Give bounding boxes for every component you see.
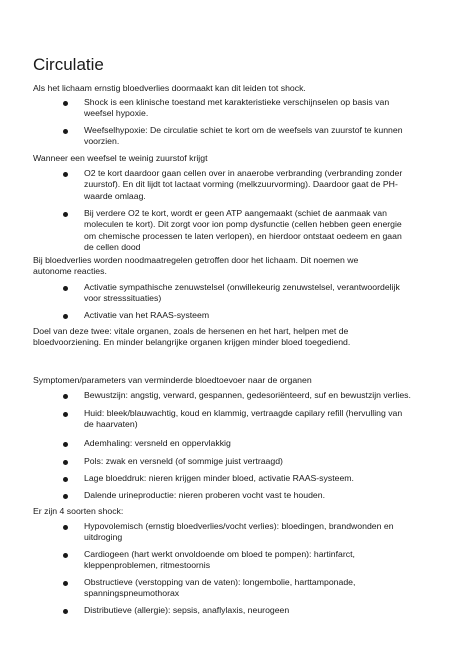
paragraph [33, 255, 443, 278]
list-item-line: Shock is een klinische toestand met karakteristieke verschijnselen op basis van [84, 97, 390, 107]
list-item-line: weefsel hypoxie. [84, 108, 149, 119]
list-item-line: Obstructieve (verstopping van de vaten): longembolie, harttamponade, [84, 577, 356, 587]
bullet-icon [63, 609, 68, 614]
list-item [84, 282, 439, 305]
bullet-icon [63, 286, 68, 291]
bullet-icon [63, 394, 68, 399]
list-item [84, 168, 439, 202]
intro-paragraph: Als het lichaam ernstig bloedverlies doormaakt kan dit leiden tot shock. [33, 83, 306, 93]
list-item-line: om chemische processen te laten verlopen), en hierdoor ontstaat oedeem en gaan [84, 230, 402, 241]
list-item [84, 490, 439, 501]
paragraph: Er zijn 4 soorten shock: [33, 506, 124, 516]
list-item [84, 97, 439, 120]
list-item-line: Ademhaling: versneld en oppervlakkig [84, 438, 231, 448]
paragraph [33, 326, 443, 349]
list-item-line: spanningspneumothorax [84, 588, 180, 599]
list-item [84, 605, 439, 616]
paragraph-line: Bij bloedverlies worden noodmaatregelen getroffen door het lichaam. Dit noemen we [33, 255, 359, 265]
list-item-line: Weefselhypoxie: De circulatie schiet te kort om de weefsels van zuurstof te kunnen [84, 125, 403, 135]
section-heading: Symptomen/parameters van verminderde bloedtoevoer naar de organen [33, 375, 312, 385]
list-item [84, 549, 439, 572]
list-item-line: Pols: zwak en versneld (of sommige juist vertraagd) [84, 456, 283, 466]
list-item-line: Cardiogeen (hart werkt onvoldoende om bloed te pompen): hartinfarct, [84, 549, 355, 559]
list-item [84, 521, 439, 544]
list-item [84, 456, 439, 467]
bullet-icon [63, 172, 68, 177]
list-item-line: Bij verdere O2 te kort, wordt er geen ATP aangemaakt (schiet de aanmaak van [84, 208, 387, 218]
bullet-icon [63, 494, 68, 499]
list-item-line: Dalende urineproductie: nieren proberen vocht vast te houden. [84, 490, 325, 500]
bullet-icon [63, 412, 68, 417]
bullet-icon [63, 553, 68, 558]
list-item [84, 125, 439, 148]
page-title: Circulatie [33, 55, 104, 74]
list-item [84, 310, 439, 321]
list-item-line: Activatie sympathische zenuwstelsel (onwillekeurig zenuwstelsel, verantwoordelijk [84, 282, 400, 292]
list-item-line: moleculen te kort). Dit zorgt voor ion pomp dysfunctie (cellen hebben geen energie [84, 219, 402, 230]
bullet-icon [63, 581, 68, 586]
list-item-line: Lage bloeddruk: nieren krijgen minder bloed, activatie RAAS-systeem. [84, 473, 354, 483]
list-item [84, 408, 439, 431]
bullet-icon [63, 460, 68, 465]
paragraph-line: Doel van deze twee: vitale organen, zoals de hersenen en het hart, helpen met de [33, 326, 349, 336]
list-item-line: waarde omlaag. [84, 190, 146, 201]
bullet-icon [63, 477, 68, 482]
list-item-line: Distributieve (allergie): sepsis, anaflylaxis, neurogeen [84, 605, 290, 615]
list-item-line: zuurstof). En dit lijdt tot lactaat vorming (melkzuurvorming). Daardoor gaat de PH- [84, 179, 398, 190]
bullet-icon [63, 525, 68, 530]
list-item-line: Activatie van het RAAS-systeem [84, 310, 210, 320]
list-item-line: de haarvaten) [84, 419, 138, 430]
list-item-line: uitdroging [84, 532, 123, 543]
paragraph-line: autonome reacties. [33, 266, 107, 277]
bullet-icon [63, 314, 68, 319]
list-item-line: Huid: bleek/blauwachtig, koud en klammig, vertraagde capilary refill (hervulling van [84, 408, 403, 418]
list-item-line: Bewustzijn: angstig, verward, gespannen, gedesoriënteerd, suf en bewustzijn verlies. [84, 390, 411, 400]
list-item [84, 473, 439, 484]
list-item [84, 438, 439, 449]
bullet-icon [63, 129, 68, 134]
list-item-line: voor stresssituaties) [84, 293, 162, 304]
list-item [84, 390, 439, 401]
list-item-line: voorzien. [84, 136, 120, 147]
list-item-line: de cellen dood [84, 241, 141, 252]
bullet-icon [63, 442, 68, 447]
list-item-line: O2 te kort daardoor gaan cellen over in anaerobe verbranding (verbranding zonder [84, 168, 403, 178]
paragraph-line: bloedvoorziening. En minder belangrijke organen krijgen minder bloed toegediend. [33, 337, 351, 348]
paragraph: Wanneer een weefsel te weinig zuurstof krijgt [33, 153, 208, 163]
list-item-line: Hypovolemisch (ernstig bloedverlies/vocht verlies): bloedingen, brandwonden en [84, 521, 394, 531]
list-item [84, 208, 439, 253]
bullet-icon [63, 212, 68, 217]
list-item-line: kleppenproblemen, ritmestoornis [84, 560, 211, 571]
bullet-icon [63, 101, 68, 106]
list-item [84, 577, 439, 600]
